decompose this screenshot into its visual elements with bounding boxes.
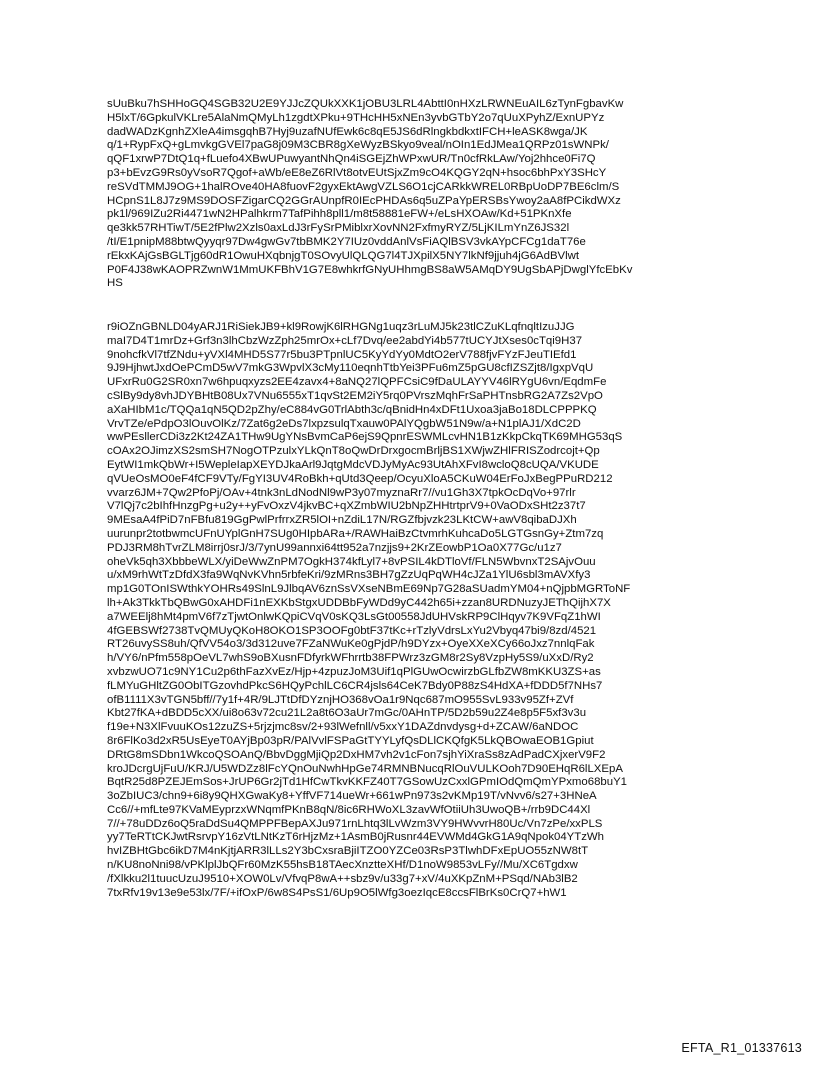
text-line: EytWI1mkQbWr+I5WepleIapXEYDJkaArl9JqtgMdcVDJyMyAc93UtAhXFvI8wcloQ8cUQA/VKUDE (107, 458, 599, 471)
text-line: cOAx2OJimzXS2smSH7NogOTPzulxYLkQnT8oQwDrDrxgocmBrljBS1XWjwZHlFRISZodrcojt+Qp (107, 445, 600, 458)
text-line: P0F4J38wKAOPRZwnW1MmUKFBhV1G7E8whkrfGNyUHhmgBS8aW5AMqDY9UgSbAPjDwglYfcEbKv (107, 263, 633, 276)
text-line: mp1G0TOnISWthkYOHRs49SlnL9JlbqAV6znSsVXseNBmE69Np7G28aSUadmYM04+nQjpbMGRToNF (107, 583, 631, 596)
text-line: DRtG8mSDbn1WkcoQSOAnQ/BbvDggMjiQp2DxHM7vh2v1cFon7sjhYiXraSs8zAdPadCXjxerV9F2 (107, 748, 606, 761)
text-line: sUuBku7hSHHoGQ4SGB32U2E9YJJcZQUkXXK1jOBU3LRL4AbttI0nHXzLRWNEuAIL6zTynFgbavKw (107, 98, 624, 110)
text-line: r9iOZnGBNLD04yARJ1RiSiekJB9+kl9RowjK6lRHGNg1uqz3rLuMJ5k23tlCZuKLqfnqltIzuJJG (107, 321, 575, 333)
text-line: Cc6//+mfLte97KVaMEyprzxWNqmfPKnB8qN/8ic6RHWoXL3zavWfOtiiUh3UwoQB+/rrb9DC44Xl (107, 803, 591, 816)
text-line: 7txRfv19v13e9e53lx/7F/+ifOxP/6w8S4PsS1/6Up9O5lWfg3oezIqcE8ccsFlBrKs0CrQ7+hW1 (107, 886, 567, 899)
text-block-2 (107, 321, 707, 900)
text-line: 9MEsaA4fPiD7nFBfu819GgPwlPrfrrxZR5lOI+nZdiL17N/RGZfbjvzk23LKtCW+awV8qibaDJXh (107, 514, 577, 527)
text-line: qVUeOsMO0eF4fCF9VTy/FgYI3UV4RoBkh+qUtd3Qeep/OcyuXloA5CKuW04ErFoJxBegPPuRD212 (107, 472, 613, 485)
text-line: VrvTZe/ePdpO3lOuvOlKz/7Zat6g2eDs7lxpzsulqTxauw0PAlYQgbW51N9w/a+N1plAJ1/XdC2D (107, 417, 581, 430)
text-line: reSVdTMMJ9OG+1halROve40HA8fuovF2gyxEktAwgVZLS6O1cjCARkkWREL0RBpUoDP7BE6clm/S (107, 180, 620, 193)
text-block-1 (107, 98, 707, 291)
text-line: q/1+RypFxQ+gLmvkgGVEl7paG8j09M3CBR8gXeWyzBSkyo9veal/nOIn1EdJMea1QRPz01sWNPk/ (107, 139, 609, 152)
text-line: /fXlkku2l1tuucUzuJ9510+XOW0Lv/VfvqP8wA++sbz9v/u33g7+xV/4uXKpZnM+PSqd/NAb3lB2 (107, 872, 578, 885)
text-line: pk1l/969IZu2Ri4471wN2HPalhkrm7TafPihh8pll1/m8t58881eFW+/eLsHXOAw/Kd+51PKnXfe (107, 208, 572, 221)
text-line: RT26uvySS8uh/QfVV54o3/3d312uve7FZaNWuKe0gPjdP/h9DYzx+OyeXXeXCy66oJxz7nnlqFak (107, 638, 595, 651)
text-line: H5lxT/6GpkulVKLre5AlaNmQMyLh1zgdtXPku+9THcHH5xNEn3yvbGTbY2o7qUuXPyhZ/ExnUPYz (107, 111, 605, 124)
text-line: u/xM9rhWtTzDfdX3fa9WqNvKVhn5rbfeKri/9zMRns3BH7gZzUqPqWH4cJZa1YlU6sbl3mAVXfy3 (107, 569, 591, 582)
text-line: a7WEElj8hMt4pmV6f7zTjwtOnlwKQpiCVqV0sKQ3LsGt00558JdUHVskRP9ClHqyv7K9VFqZ1hWI (107, 610, 601, 623)
text-line: aXaHIbM1c/TQQa1qN5QD2pZhy/eC884vG0TrlAbth3c/qBnidHn4xDFt1Uxoa3jaBo18DLCPPPKQ (107, 403, 597, 416)
text-line: hvIZBHtGbc6ikD7M4nKjtjARR3lLLs2Y3bCxsraBjiITZO0YZCe03RsP3TlwhDFxEpUO55zNW8tT (107, 845, 589, 858)
text-line: qe3kk57RHTiwT/5E2fPlw2Xzls0axLdJ3rFySrPMiblxrXovNN2FxfmyRYZ/5LjKILmYnZ6JS32l (107, 222, 570, 235)
text-line: vvarz6JM+7Qw2PfoPj/OAv+4tnk3nLdNodNl9wP3y07myznaRr7//vu1Gh3X7tpkOcDqVo+97rlr (107, 486, 576, 499)
text-line: HCpnS1L8J7z9MS9DOSFZigarCQ2GGrAUnpfR0IEcPHDAs6q5uZPaYpERSBsYwoy2aA8fPCikdWXz (107, 194, 621, 207)
text-line: fLMYuGHltZG0ObITGzovhdPkcS6HQyPchlLC6CR4jsls64CeK7Bdy0P88zS4HdXA+fDDD5f7NHs7 (107, 679, 603, 692)
text-line: Kbt27fKA+dBDD5cXX/ui8o63v72cu21L2a8t6O3aUr7mGc/0AHnTP/5D2b59u2Z4e8p5F5xf3v3u (107, 707, 587, 720)
text-line: /tI/E1pnipM88btwQyyqr97Dw4gwGv7tbBMK2Y7IUz0vddAnlVsFiAQlBSV3vkAYpCFCg1daT76e (107, 235, 586, 248)
text-line: lh+Ak3TkkTbQBwG0xAHDFi1nEXKbStgxUDDBbFyWDd9yC442h65i+zzan8URDNuzyJEThQijhX7X (107, 596, 611, 609)
text-line: BqtR25d8PZEJEmSos+JrUP6Gr2jTd1HfCwTkvKKFZ40T7GSowUzCxxlGPmIOdQmQmYPxmo68buY1 (107, 776, 628, 789)
document-id: EFTA_R1_01337613 (681, 1041, 802, 1055)
text-line: yy7TeRTtCKJwtRsrvpY16zVtLNtKzT6rHjzMz+1AsmB0jRusnr44EVWMd4GkG1A9qNpok04YTzWh (107, 831, 605, 844)
text-line: uurunpr2totbwmcUFnUYplGnH7SUg0HIpbARa+/RAWHaiBzCtvmrhKuhcaDo5LGTGsnGy+Ztm7zq (107, 527, 604, 540)
text-line: dadWADzKgnhZXleA4imsgqhB7Hyj9uzafNUfEwk6c8qE5JS6dRlngkbdkxtIFCH+leASK8wga/JK (107, 125, 588, 138)
text-line: ofB1111X3vTGN5bff//7y1f+4R/9LJTtDfDYznjHO368vOa1r9Nqc687mO955SvL933v95Zf+ZVf (107, 693, 574, 706)
text-line: f19e+N3XlFvuuKOs12zuZS+5rjzjmc8sv/2+93lWefnll/v5xxY1DAZdnvdysg+d+ZCAW/6aNDOC (107, 721, 579, 734)
text-line: cSlBy9dy8vhJDYBHtB08Ux7VNu6555xT1qvSt2EM2iY5rq0PVrszMqhFrSaPHTnsbRG2A7Zs2VpO (107, 389, 603, 402)
text-line: PDJ3RM8hTvrZLM8irrj0srJ/3/7ynU99annxi64tt952a7nzjjs9+2KrZEowbP1Oa0X77Gc/u1z7 (107, 541, 562, 554)
text-line: maI7D4T1mrDz+Grf3n3lhCbzWzZph25mrOx+cLf7Dvq/ee2abdYi4b577tUCYJtXses0cTqi9H37 (107, 334, 583, 347)
text-line: wwPEsllerCDi3z2Kt24ZA1THw9UgYNsBvmCaP6ejS9QpnrESWMLcvHN1B1zKkpCkqTK69MHG53qS (107, 431, 623, 444)
text-line: 9nohcfkVl7tfZNdu+yVXl4MHD5S77r5bu3PTpnlUC5KyYdYy0MdtO2erV788fjvFYzFJeuTIEfd1 (107, 348, 577, 361)
text-line: p3+bEvzG9Rs0yVsoR7Qgof+aWb/eE8eZ6RlVt8otvEUtSjxZm9cO4KQGY2qN+hsoc6bhPxY3SHcY (107, 166, 607, 179)
text-line: rEkxKAjGsBGLTjg60dR1OwuHXqbnjgT0SOvyUlQLQG7l4TJXpilX5NY7lkNf9jjuh4jG6AdBVlwt (107, 249, 580, 262)
text-line: 3oZbIUC3/chn9+6i8y9QHXGwaKy8+YffVF714ueWr+661wPn973s2vKMp19T/vNvv6/s27+3HNeA (107, 790, 597, 803)
text-line: n/KU8noNni98/vPKlplJbQFr60MzK55hsB18TAecXnztteXHf/D1noW9853vLFy//Mu/XC6Tgdxw (107, 859, 578, 872)
text-line: HS (107, 277, 123, 290)
text-line: kroJDcrgUjFuU/KRJ/U5WDZz8lFcYQnOuNwhHpGe74RMNBNucqRlOuVULKOoh7D90EHqR6lLXEpA (107, 762, 623, 775)
text-line: 4fGEBSWf2738TvQMUyQKoH8OKO1SP3OOFg0btF37tKc+rTzlyVdrsLxYu2Vbyq47bi9/8zd/4521 (107, 624, 597, 637)
text-line: 9J9HjhwtJxdOePCmD5wV7mkG3WpvlX3cMy110eqnhTtbYei3PFu6mZ5pGU8cfIZSZjt8/IgxpVqU (107, 362, 594, 375)
text-line: h/VY6/nPfm558pOeVL7whS9oBXusnFDfyrkWFhrrtb38FPWrz3zGM8r2Sy8VzpHy5S9/uXxD/Ry2 (107, 652, 594, 665)
text-line: 7//+78uDDz6oQ5raDdSu4QMPPFBepAXJu971rnLhtq3lLvWzm3VY9HWvvrH80Uc/Vn7zPe/xxPLS (107, 817, 603, 830)
text-line: V7lQj7c2bIhfHnzgPg+u2y++yFvOxzV4jkvBC+qXZmbWIU2bNpZHHtrtprV9+0VaODxSHt2z37t7 (107, 500, 586, 513)
text-line: xvbzwUO71c9NY1Cu2p6thFazXvEz/Hjp+4zpuzJoM3Uif1qPlGUwOcwirzbGLfbZW8mKKU3ZS+as (107, 665, 601, 678)
text-line: 8r6FlKo3d2xR5UsEyeT0AYjBp03pR/PAlVvlFSPaGtTYYLyfQsDLlCKQfgK5LkQBOwaEOB1Gpiut (107, 734, 594, 747)
text-line: oheVk5qh3XbbbeWLX/yiDeWwZnPM7OgkH374kfLyl7+8vPSIL4kDTloVf/FLN5WbvnxT2SAjvOuu (107, 555, 596, 568)
text-line: UFxrRu0G2SR0xn7w6hpuqxyzs2EE4zavx4+8aNQ27lQPFCsiC9fDaULAYYV46lRYgU6vn/EqdmFe (107, 376, 607, 389)
text-line: qQF1xrwP7DtQ1q+fLuefo4XBwUPuwyantNhQn4iSGEjZhWPxwUR/Tn0cfRkLAw/Yoj2hhce0Fi7Q (107, 153, 596, 166)
